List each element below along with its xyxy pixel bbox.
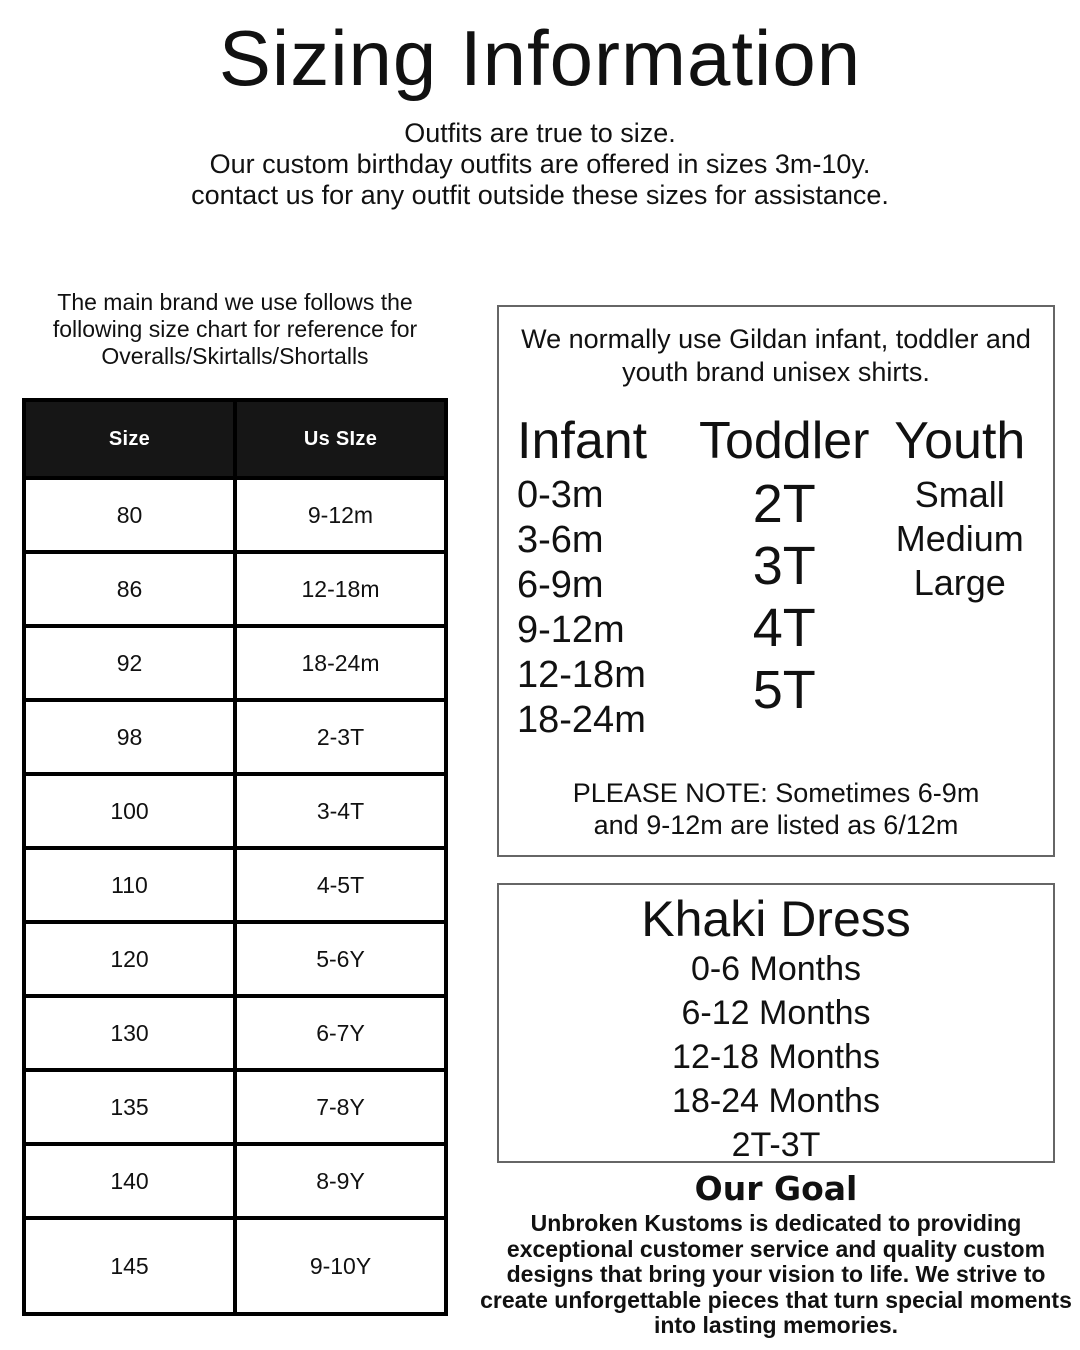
page-header <box>0 0 1080 211</box>
table-header-size: Size <box>24 400 235 478</box>
table-row <box>24 922 446 996</box>
cell-size: 120 <box>24 922 235 996</box>
cell-us-size: 12-18m <box>235 552 446 626</box>
youth-column <box>879 409 1041 743</box>
page-subtitle <box>0 118 1080 211</box>
table-row <box>24 774 446 848</box>
shirt-brand-intro: We normally use Gildan infant, toddler and youth brand unisex shirts. <box>521 324 1031 387</box>
cell-size: 100 <box>24 774 235 848</box>
table-row <box>24 552 446 626</box>
table-row <box>24 996 446 1070</box>
table-row <box>24 848 446 922</box>
toddler-size: 4T <box>752 598 816 658</box>
cell-us-size: 3-4T <box>235 774 446 848</box>
right-column <box>480 305 1072 1339</box>
khaki-size: 2T-3T <box>731 1126 821 1164</box>
youth-size: Large <box>913 562 1006 603</box>
subtitle-line: contact us for any outfit outside these sizes for assistance. <box>191 180 889 210</box>
infant-size: 0-3m <box>517 474 604 516</box>
table-row <box>24 1218 446 1314</box>
infant-size: 18-24m <box>517 699 646 741</box>
cell-us-size: 9-10Y <box>235 1218 446 1314</box>
infant-size: 3-6m <box>517 519 604 561</box>
infant-size: 6-9m <box>517 564 604 606</box>
table-header-row <box>24 400 446 478</box>
khaki-size: 0-6 Months <box>690 950 862 988</box>
youth-size: Medium <box>895 518 1024 559</box>
infant-size: 12-18m <box>517 654 646 696</box>
cell-size: 135 <box>24 1070 235 1144</box>
page-title: Sizing Information <box>218 14 862 102</box>
cell-size: 92 <box>24 626 235 700</box>
table-row <box>24 700 446 774</box>
toddler-size: 2T <box>752 474 816 534</box>
infant-heading: Infant <box>517 412 648 470</box>
cell-size: 98 <box>24 700 235 774</box>
table-header-us-size: Us SIze <box>235 400 446 478</box>
our-goal-text: Unbroken Kustoms is dedicated to providing exceptional customer service and quality custom designs that bring your vision to life. We strive to create unforgettable pieces that turn special moments into lasting memories. <box>480 1210 1072 1338</box>
size-table <box>22 398 448 1316</box>
infant-size: 9-12m <box>517 609 625 651</box>
cell-us-size: 4-5T <box>235 848 446 922</box>
cell-us-size: 5-6Y <box>235 922 446 996</box>
toddler-size: 3T <box>752 536 816 596</box>
cell-us-size: 18-24m <box>235 626 446 700</box>
cell-size: 145 <box>24 1218 235 1314</box>
subtitle-line: Outfits are true to size. <box>404 118 676 148</box>
table-row <box>24 626 446 700</box>
cell-us-size: 7-8Y <box>235 1070 446 1144</box>
toddler-size: 5T <box>752 660 816 720</box>
cell-size: 140 <box>24 1144 235 1218</box>
cell-size: 86 <box>24 552 235 626</box>
size-table-head <box>24 400 446 478</box>
toddler-column <box>690 409 879 743</box>
cell-us-size: 9-12m <box>235 478 446 552</box>
youth-size: Small <box>914 474 1005 515</box>
khaki-dress-title: Khaki Dress <box>641 891 911 947</box>
cell-size: 80 <box>24 478 235 552</box>
our-goal-section <box>471 1169 1080 1339</box>
youth-heading: Youth <box>894 412 1026 470</box>
table-row <box>24 478 446 552</box>
table-row <box>24 1144 446 1218</box>
cell-size: 110 <box>24 848 235 922</box>
size-table-body <box>24 478 446 1314</box>
our-goal-title: Our Goal <box>694 1169 858 1208</box>
cell-us-size: 2-3T <box>235 700 446 774</box>
subtitle-line: Our custom birthday outfits are offered in sizes 3m-10y. <box>209 149 871 179</box>
khaki-size: 6-12 Months <box>681 994 871 1032</box>
khaki-dress-box <box>497 883 1055 1163</box>
khaki-size: 12-18 Months <box>672 1038 880 1076</box>
khaki-size: 18-24 Months <box>672 1082 880 1120</box>
cell-us-size: 6-7Y <box>235 996 446 1070</box>
size-chart-intro: The main brand we use follows the following size chart for reference for Overalls/Skirtalls/Shortalls <box>52 289 418 369</box>
shirt-size-columns <box>517 409 1041 743</box>
shirt-brand-box <box>497 305 1055 857</box>
cell-size: 130 <box>24 996 235 1070</box>
infant-column <box>517 409 690 743</box>
toddler-heading: Toddler <box>698 412 870 470</box>
shirt-size-note: PLEASE NOTE: Sometimes 6-9m and 9-12m are listed as 6/12m <box>572 778 980 840</box>
table-row <box>24 1070 446 1144</box>
cell-us-size: 8-9Y <box>235 1144 446 1218</box>
